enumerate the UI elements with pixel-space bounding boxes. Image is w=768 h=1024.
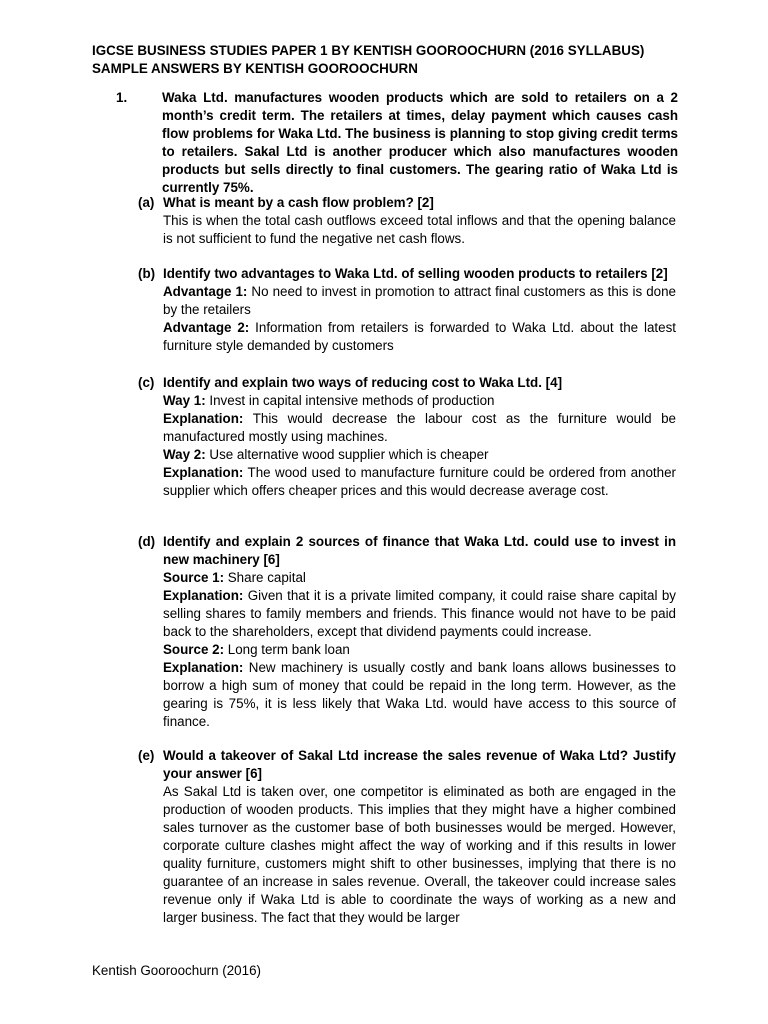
part-c-label: (c) <box>138 375 155 390</box>
part-e <box>138 747 676 927</box>
way-1 <box>163 392 676 410</box>
source-1-explanation-label: Explanation: <box>163 588 244 603</box>
part-e-label: (e) <box>138 748 155 763</box>
part-d-label: (d) <box>138 534 156 549</box>
way-2-text: Use alternative wood supplier which is cheaper <box>205 447 489 462</box>
source-2-explanation <box>163 659 676 731</box>
part-e-title: Would a takeover of Sakal Ltd increase the sales revenue of Waka Ltd? Justify your answer [6] <box>163 748 676 781</box>
source-2 <box>163 641 676 659</box>
source-1-text: Share capital <box>224 570 306 585</box>
source-1-explanation <box>163 587 676 641</box>
part-a-label: (a) <box>138 195 155 210</box>
part-c-title: Identify and explain two ways of reducing cost to Waka Ltd. [4] <box>163 375 563 390</box>
part-a-answer: This is when the total cash outflows exceed total inflows and that the opening balance is not sufficient to fund the negative net cash flows. <box>163 213 676 246</box>
advantage-2-text: Information from retailers is forwarded to Waka Ltd. about the latest furniture style demanded by customers <box>163 320 676 353</box>
source-1-label: Source 1: <box>163 570 225 585</box>
source-2-explanation-text: New machinery is usually costly and bank loans allows businesses to borrow a high sum of money that could be repaid in the long term. However, as the gearing is 75%, it is less likely that Waka Ltd. would have access to this source of finance. <box>163 660 676 729</box>
part-a-title: What is meant by a cash flow problem? [2] <box>163 195 434 210</box>
header-line-2: SAMPLE ANSWERS BY KENTISH GOOROOCHURN <box>92 61 418 76</box>
part-d <box>138 533 676 731</box>
page-footer: Kentish Gooroochurn (2016) <box>92 963 261 978</box>
part-c <box>138 374 676 500</box>
part-b-title: Identify two advantages to Waka Ltd. of selling wooden products to retailers [2] <box>163 266 668 281</box>
source-2-explanation-label: Explanation: <box>163 660 244 675</box>
way-2 <box>163 446 676 464</box>
way-2-label: Way 2: <box>163 447 206 462</box>
way-1-explanation <box>163 410 676 446</box>
part-d-title: Identify and explain 2 sources of finance that Waka Ltd. could use to invest in new machinery [6] <box>163 534 676 567</box>
way-2-explanation <box>163 464 676 500</box>
document-header <box>92 42 692 78</box>
source-1-explanation-text: Given that it is a private limited company, it could raise share capital by selling shares to family members and friends. This finance would not have to be paid back to the shareholders, except that dividend payments could increase. <box>163 588 676 639</box>
header-line-1: IGCSE BUSINESS STUDIES PAPER 1 BY KENTISH GOOROOCHURN (2016 SYLLABUS) <box>92 43 645 58</box>
way-1-label: Way 1: <box>163 393 206 408</box>
part-b-label: (b) <box>138 266 156 281</box>
source-2-text: Long term bank loan <box>224 642 350 657</box>
source-1 <box>163 569 676 587</box>
advantage-1 <box>163 283 676 319</box>
part-b <box>138 265 676 355</box>
question-text: Waka Ltd. manufactures wooden products which are sold to retailers on a 2 month’s credit term. The retailers at times, delay payment which causes cash flow problems for Waka Ltd. The business is planning to stop giving credit terms to retailers. Sakal Ltd is another producer which also manufactures wooden products but sells directly to final customers. The gearing ratio of Waka Ltd is currently 75%. <box>162 90 678 195</box>
advantage-1-text: No need to invest in promotion to attract final customers as this is done by the retailers <box>163 284 676 317</box>
source-2-label: Source 2: <box>163 642 225 657</box>
way-1-explanation-text: This would decrease the labour cost as the furniture would be manufactured mostly using machines. <box>163 411 676 444</box>
way-1-explanation-label: Explanation: <box>163 411 244 426</box>
advantage-1-label: Advantage 1: <box>163 284 248 299</box>
advantage-2 <box>163 319 676 355</box>
question-1 <box>92 89 678 197</box>
part-e-answer: As Sakal Ltd is taken over, one competitor is eliminated as both are engaged in the production of wooden products. This implies that they might have a higher combined sales turnover as the customer base of both businesses would be merged. However, corporate culture clashes might affect the way of working and if this results in lower quality furniture, customers might shift to other businesses, implying that there is no guarantee of an increase in sales revenue. Overall, the takeover could increase sales revenue only if Waka Ltd is able to coordinate the ways of working as a new and larger business. The fact that they would be larger <box>163 784 676 925</box>
way-2-explanation-text: The wood used to manufacture furniture could be ordered from another supplier which offers cheaper prices and this would decrease average cost. <box>163 465 676 498</box>
way-1-text: Invest in capital intensive methods of production <box>205 393 495 408</box>
part-a <box>138 194 676 248</box>
question-number: 1. <box>116 90 128 105</box>
advantage-2-label: Advantage 2: <box>163 320 250 335</box>
way-2-explanation-label: Explanation: <box>163 465 244 480</box>
